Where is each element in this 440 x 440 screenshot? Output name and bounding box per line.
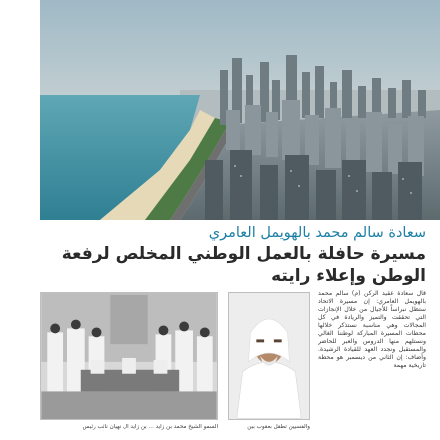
portrait-caption: والفسيين تطقل بعقوب بين	[247, 424, 310, 430]
article-body: قال سعادة عقيد الركن (م) سالم محمد بالهويمل العامري: إن مسيرة الاتحاد ستظل نبراساً للأجيال من خلال الإنجازات التي تحققت والتميز والريادة في كل المجالات وهي مناسبة نستذكر خلالها محطات المسيرة المباركة لوطننا الغالي ونستلهم منها الدروس والعبر للحاضر والمستقبل ونجدد العهد للقيادة الرشيدة. وأضاف: إن الثاني من ديسمبر هو محطة تاريخية مهمة	[318, 290, 426, 369]
ceremony-photo-caption: السمو الشيخ محمد بن زايد ... بن زايد آل نهيان نائب رئيس	[82, 424, 218, 430]
article-headline: مسيرة حافلة بالعمل الوطني المخلص لرفعة الوطن وإعلاء رايته	[61, 244, 426, 286]
portrait-photo	[228, 292, 310, 420]
city-skyline-photo	[40, 0, 440, 220]
article-kicker: سعادة سالم محمد بالهويمل العامري	[208, 225, 426, 241]
ceremony-photo	[40, 292, 218, 420]
